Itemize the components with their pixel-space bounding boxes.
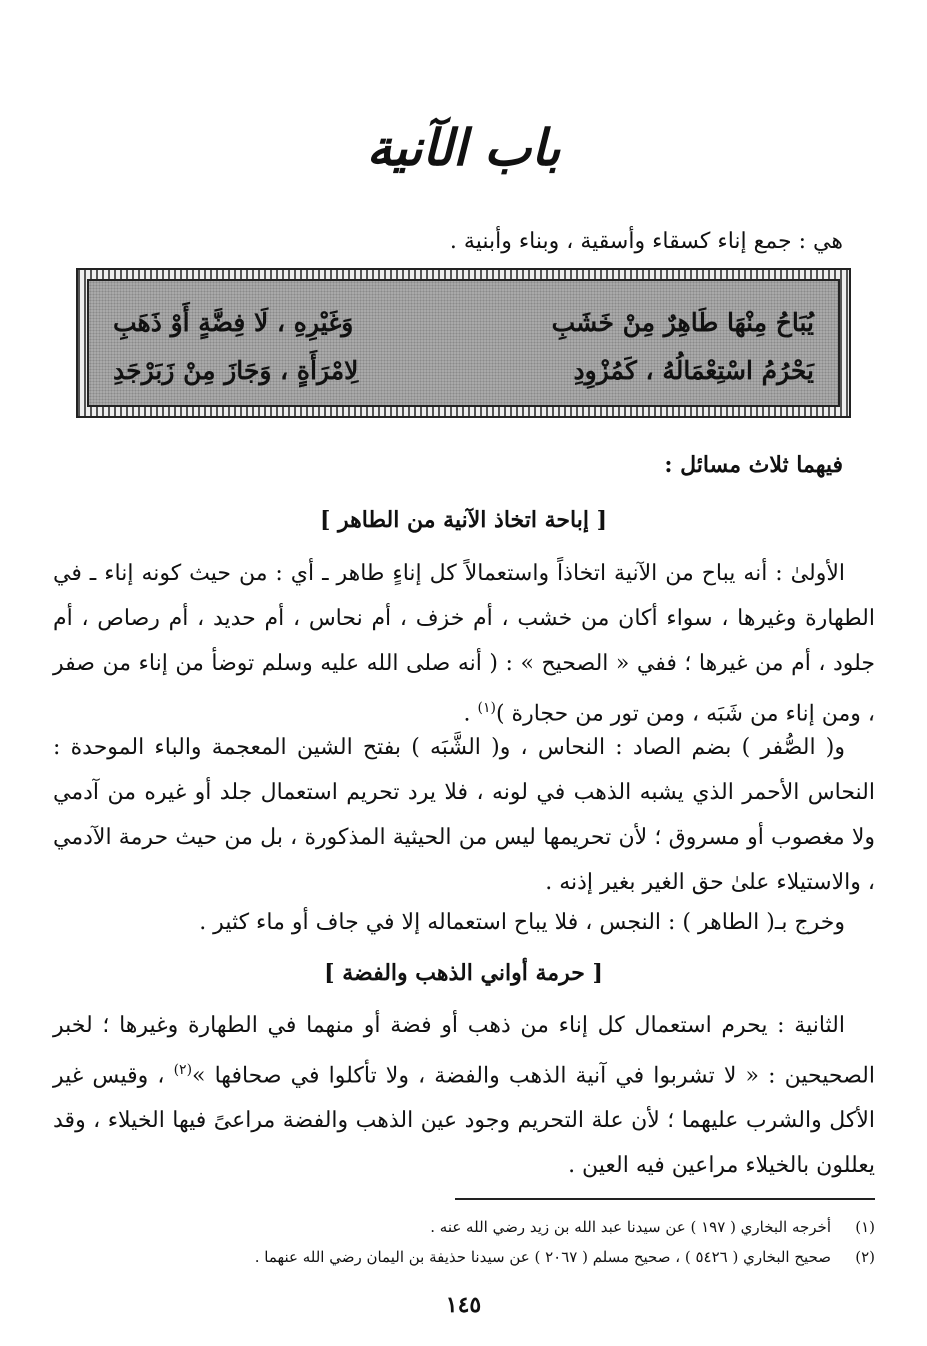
footnote: [53, 1242, 875, 1272]
verse-line: [113, 347, 814, 395]
section-heading: [ حرمة أواني الذهب والفضة ]: [324, 960, 603, 986]
verse-hemistich-left: لِامْرَأَةٍ ، وَجَازَ مِنْ زَبَرْجَدِ: [113, 356, 359, 385]
section-heading: [ إباحة اتخاذ الآنية من الطاهر ]: [319, 507, 608, 533]
verse-hemistich-right: يُبَاحُ مِنْهَا طَاهِرٌ مِنْ خَشَبِ: [551, 308, 814, 337]
verse-hemistich-left: وَغَيْرِهِ ، لَا فِضَّةٍ أَوْ ذَهَبِ: [113, 308, 354, 337]
verse-line: [113, 299, 814, 347]
footnotes: [53, 1212, 875, 1272]
paragraph-text: ، وقيس غير الأكل والشرب عليهما ؛ لأن علة التحريم وجود عين الذهب والفضة مراعىً فيها الخيلاء ، وقد يعللون بالخيلاء مراعين فيه العين .: [53, 1063, 875, 1179]
paragraph-second-issue: [53, 1003, 875, 1188]
footnote-text: صحيح البخاري ( ٥٤٢٦ ) ، صحيح مسلم ( ٢٠٦٧ ) عن سيدنا حذيفة بن اليمان رضي الله عنهما .: [254, 1248, 831, 1266]
footnote-number: (١): [855, 1218, 875, 1236]
paragraph-text: .: [463, 701, 478, 727]
verse-hemistich-right: يَحْرُمُ اسْتِعْمَالُهُ ، كَمُزْوِدِ: [573, 356, 814, 385]
footnote: [53, 1212, 875, 1242]
paragraph-definition: و( الصُّفر ) بضم الصاد : النحاس ، و( الشَّبَه ) بفتح الشين المعجمة والباء الموحدة : النحاس الأحمر الذي يشبه الذهب في لونه ، فلا يرد تحريم استعمال جلد أو غيره من آدمي ولا مغصوب أو مسروق ؛ لأن تحريمها ليس من الحيثية المذكورة ، بل من حيث حرمة الآدمي ، والاستيلاء علىٰ حق الغير بغير إذنه .: [53, 735, 875, 895]
footnote-text: أخرجه البخاري ( ١٩٧ ) عن سيدنا عبد الله بن زيد رضي الله عنه .: [430, 1218, 831, 1236]
paragraph-exclusion: وخرج بـ( الطاهر ) : النجس ، فلا يباح استعماله إلا في جاف أو ماء كثير .: [199, 910, 845, 935]
poem-box: [87, 279, 840, 407]
footnote-ref: (٢): [173, 1062, 193, 1078]
section-intro: فيهما ثلاث مسائل :: [664, 452, 843, 478]
footnote-number: (٢): [855, 1248, 875, 1266]
footnote-divider: [455, 1198, 875, 1200]
chapter-title: باب الآنية: [366, 118, 561, 177]
paragraph-first-issue: [53, 551, 875, 736]
intro-text: هي : جمع إناء كسقاء وأسقية ، وبناء وأبنية .: [449, 229, 843, 254]
poem-frame: [76, 268, 851, 418]
paragraph-text: الثانية : يحرم استعمال كل إناء من ذهب أو فضة أو منهما في الطهارة وغيرها ؛ لخبر الصحيحين : « لا تشربوا في آنية الذهب والفضة ، ولا تأكلوا في صحافها »: [53, 1013, 875, 1089]
page-number: ١٤٥: [445, 1292, 482, 1318]
paragraph-text: الأولىٰ : أنه يباح من الآنية اتخاذاً واستعمالاً كل إناءٍ طاهر ـ أي : من حيث كونه إناء ـ في الطهارة وغيرها ، سواء أكان من خشب ، أم خزف ، أم نحاس ، أم حديد ، أم رصاص ، أم جلود ، أم من غيرها ؛ ففي « الصحيح » : ( أنه صلى الله عليه وسلم توضأ من إناء من صفر ، ومن إناء من شَبَه ، ومن تور من حجارة ): [53, 561, 875, 727]
footnote-ref: (١): [477, 700, 496, 716]
